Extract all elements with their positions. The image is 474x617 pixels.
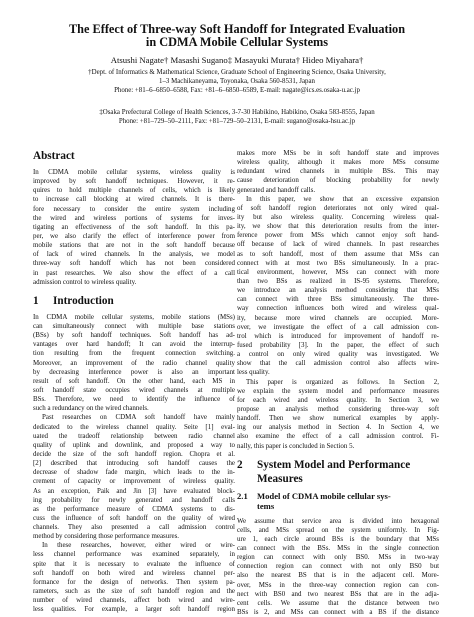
text-line: BSs. Therefore, we need to identify the influence of [33,395,235,404]
text-line: ity, we show that this deterioration results from the inter- [237,222,439,231]
text-line: in past researches. We also show the effect of a call [33,268,235,277]
text-line: improved by soft handoff techniques. However, it re- [33,177,235,186]
paper-title [30,23,444,50]
text-line: fore necessary to consider the entire system including [33,204,235,213]
subsection-heading-cdma-model [237,491,439,512]
intro-paragraph-3-continued [237,149,439,195]
text-line: wireless quality, although it makes more MSs consume [237,158,439,167]
text-line: such a redundancy on the wired channels. [33,404,149,413]
title-line: The Effect of Three-way Soft Handoff for Integrated Evaluation [68,22,406,36]
section-heading-system-model [237,458,439,486]
subsection-title-line-2: tems [257,501,275,512]
text-line: rameters, such as the size of soft handoff region and the [33,587,235,596]
section-number: 2 [237,458,243,471]
section-title-line-1: System Model and Performance [257,458,411,471]
text-line: nect with BS0 and two nearest BSs that are in the adja- [237,589,439,598]
text-line: dedicated to the wireless channel quality. Seite [1] eval- [33,422,235,431]
text-line: by decreasing interference power is also an important [33,367,235,376]
text-line: Phone: +81–6–6850–6588, Fax: +81–6–6850–6589, E-mail: nagate@ics.es.osaka-u.ac.jp [114,87,360,95]
text-line: per, we also clarify the effect of interference power from [33,231,235,240]
text-line: a control on only wired quality was investigated. We [237,350,439,359]
text-line: soft handoff on both wired and wireless channel per- [33,568,235,577]
intro-paragraph-5 [237,378,439,451]
text-line: In these researches, however, either wired or wire- [42,541,235,550]
text-line: spite that it is necessary to evaluate the influence of [33,559,235,568]
text-line: ference power from MSs which cannot enjoy soft hand- [237,231,439,240]
text-line: channels. They also presented a call admission control [33,523,235,532]
text-line: (BSs) by soft handoff techniques. Soft handoff has ad- [33,331,235,340]
text-line: number of wired channels, affect both wired and wire- [33,596,235,605]
text-line: We assume that service area is divided into hexagonal [237,516,439,525]
text-line: show that the call admission control also affects wire- [237,359,439,368]
text-line: Moreover, an improvement of the radio channel quality [33,358,235,367]
text-line: formance for the design of networks. Then system pa- [33,577,235,586]
text-line: over, we investigate the effect of a call admission con- [237,322,439,331]
text-line: ‡Osaka Prefectural College of Health Sciences, 3-7-30 Habikino, Habikino, Osaka 583-8555, Japan [99,109,375,116]
text-line: soft handoff state occupies wired channels at multiple [33,385,235,394]
text-line: than two BSs as realized in IS-95 systems. Therefore, [237,276,439,285]
text-line: of lack of wired channels. In the analysis, we model [33,250,235,259]
text-line: can connect with the BSs. MSs in the single connection [237,544,439,553]
text-line: cent cells. We assume that the distance between two [237,598,439,607]
text-line: connect with at most two BSs simultaneously. In a prac- [237,258,439,267]
text-line: Phone: +81–729–50–2111, Fax: +81–729–50–2131, E-mail: sugano@osaka-hsu.ac.jp [118,118,356,126]
text-line: handoff. Then we show numerical examples by apply- [237,414,439,423]
text-line: result of soft handoff. On the other hand, each MS in [33,376,235,385]
text-line: In this paper, we show that an excessive expansion [246,194,439,203]
text-line: cause deterioration of blocking probability for newly [237,176,439,185]
text-line: fused probability [3]. In the paper, the effect of such [237,340,439,349]
text-line: trol which is introduced for improvement of handoff re- [237,331,439,340]
title-line: in CDMA Mobile Cellular Systems [145,35,329,50]
affiliation-osaka-university [18,68,456,95]
text-line: cells, and MSs spread on the system uniformly. In Fig- [237,525,439,534]
text-line: makes more MSs be in soft handoff state and improves [237,149,439,157]
text-line: decide the size of the soft handoff region. Chopra et al. [33,449,235,458]
text-line: As an exception, Paik and Jin [3] have evaluated block- [33,486,235,495]
text-line: Past researches on CDMA soft handoff have mainly [42,413,235,422]
text-line: less qualities. For example, a larger soft handoff region [33,605,235,614]
text-line: also the nearest BS that is in the adjacent cell. More- [237,571,439,580]
text-line: [2] described that introducing soft handoff causes the [33,459,235,468]
text-line: ity, because more wired channels are occupied. More- [237,313,439,322]
text-line: admission control to wireless quality. [33,277,137,286]
text-line: quires to hold multiple channels of cells, which is likely [33,186,235,195]
text-line: of soft handoff region deteriorates not only wired qual- [237,203,439,212]
text-line: region can connect with only BS0. MSs in two-way [237,553,439,562]
text-line: nally, this paper is concluded in Section 5. [237,441,355,450]
author-list: Atsushi Nagate† Masashi Sugano‡ Masayuki Murata† Hideo Miyahara† [110,55,364,65]
text-line: ity but also wireless quality. Concerning wireless qual- [237,212,439,221]
text-line: propose an analysis method considering three-way soft [237,404,439,413]
text-line: ing our analysis method in Section 4. In Section 4, we [237,423,439,432]
intro-paragraph-3 [33,541,235,614]
section-title: Introduction [53,294,114,307]
text-line: mobile stations that are not in the soft handoff because [33,241,235,250]
intro-paragraph-2 [33,413,235,541]
text-line: decrease of shadow fade margin, which leads to the in- [33,468,235,477]
text-line: uated the tradeoff relationship between radio channel [33,431,235,440]
abstract-body [33,168,235,287]
text-line: we introduce an analysis method considering that MSs [237,286,439,295]
section-number: 1 [33,294,39,307]
text-line: tion resulting from the frequent connection switching. [33,349,235,358]
text-line: can simultaneously connect with multiple base stations [33,321,235,330]
affiliation-osaka-prefectural-college [18,108,456,126]
text-line: also examine the effect of a call admission control. Fi- [237,432,439,441]
text-line: way connection influences both wired and wireless qual- [237,304,439,313]
text-line: over, MSs in the three-way connection region can con- [237,580,439,589]
left-column [33,149,235,614]
text-line: less channel performance was examined separately, in [33,550,235,559]
text-line: cuss the influence of soft handoff on the quality of wired [33,513,235,522]
subsection-title-line-1: Model of CDMA mobile cellular sys- [257,490,391,501]
text-line: ing probability for newly generated and handoff calls [33,495,235,504]
section-heading-introduction [33,294,235,308]
text-line: connection region can connect with not only BS0 but [237,562,439,571]
text-line: we explain the system model and performance measures [237,386,439,395]
text-line: off because of lack of wired channels. In past researches [237,240,439,249]
text-line: redundant wired channels in multiple BSs. This may [237,167,439,176]
text-line: can connect with three BSs simultaneously. The three- [237,295,439,304]
right-column [237,149,439,617]
text-line: method by considering those performance measures. [33,532,180,541]
intro-paragraph-1 [33,313,235,414]
text-line: In CDMA mobile cellular systems, wireless quality is [33,168,235,176]
text-line: crement of capacity or improvement of wireless quality. [33,477,235,486]
text-line: the wired and wireless portions of systems for inves- [33,213,235,222]
text-line: as to soft handoff, most of them assume that MSs can [237,249,439,258]
text-line: †Dept. of Informatics & Mathematical Science, Graduate School of Engineering Science, Osaka University, [88,69,386,76]
text-line: 1–3 Machikaneyama, Toyonaka, Osaka 560-8531, Japan [159,78,315,86]
text-line: ure 1, each circle around BSs is the boundary that MSs [237,534,439,543]
text-line: as the performance measure of CDMA systems to dis- [33,504,235,513]
section-2-1-paragraph-1 [237,517,439,617]
abstract-heading: Abstract [33,150,75,162]
text-line: tical environment, however, MSs can connect with more [237,267,439,276]
text-line: This paper is organized as follows. In Section 2, [246,377,439,386]
text-line: for each wired and wireless quality. In Section 3, we [237,395,439,404]
section-title-line-2: Measures [257,472,303,485]
text-line: less quality. [237,368,270,377]
text-line: three-way soft handoff which has not been considered [33,259,235,268]
intro-paragraph-4 [237,195,439,378]
text-line: In CDMA mobile cellular systems, mobile stations (MSs) [33,312,235,321]
text-line: quality of uplink and downlink, and proposed a way to [33,440,235,449]
text-line: BSs is 2, and MSs can connect with a BS if the distance [237,608,439,617]
text-line: generated and handoff calls. [237,185,316,194]
text-line: tigating an effectiveness of the soft handoff. In this pa- [33,222,235,231]
text-line: to increase call blocking at wired channels. It is there- [33,195,235,204]
subsection-number: 2.1 [237,490,248,501]
text-line: vantages over hard handoff; It can avoid the interrup- [33,340,235,349]
